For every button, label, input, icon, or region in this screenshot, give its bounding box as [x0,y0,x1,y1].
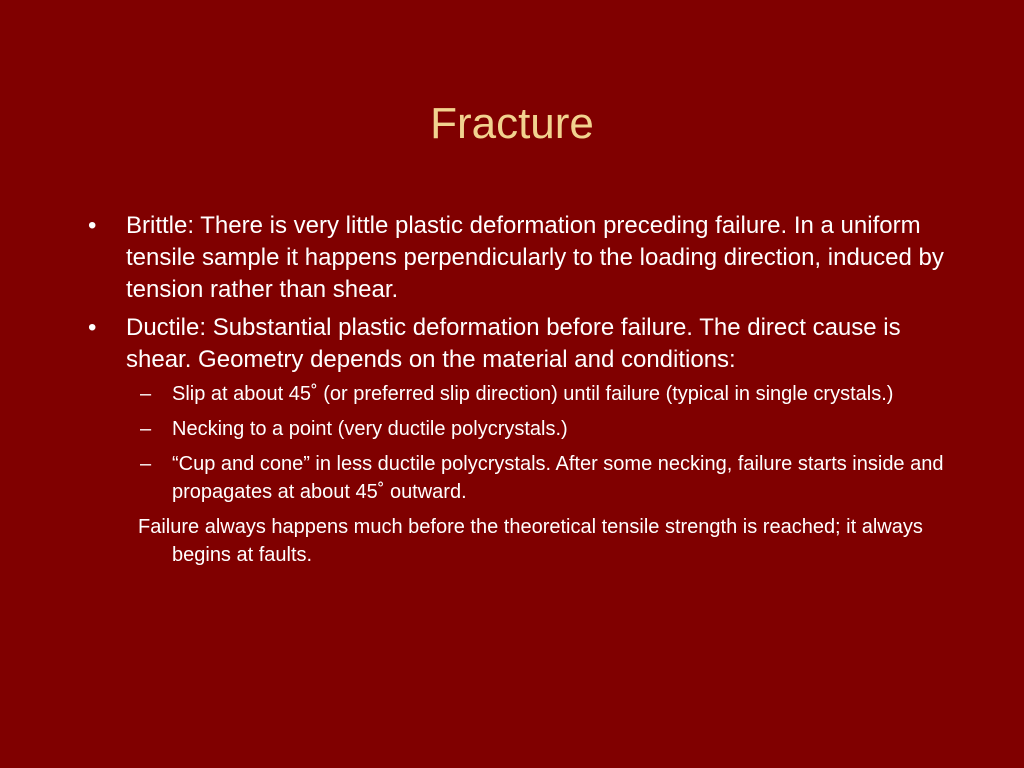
bullet-list [80,210,960,506]
bullet-text: Brittle: There is very little plastic deformation preceding failure. In a uniform tensile sample it happens perpendicularly to the loading direction, induced by tension rather than shear. [126,212,944,303]
bullet-item-ductile [80,312,960,506]
sub-bullet-item [126,450,960,506]
dash-marker: – [140,418,152,440]
sub-bullet-list [126,380,960,506]
dash-marker: – [140,453,152,475]
bullet-marker: • [88,212,97,239]
sub-bullet-text: Necking to a point (very ductile polycrystals.) [172,418,568,440]
slide-body [80,210,960,569]
bullet-text: Ductile: Substantial plastic deformation before failure. The direct cause is shear. Geometry depends on the material and conditions: [126,314,901,373]
bullet-item-brittle [80,210,960,306]
sub-bullet-text: Slip at about 45˚ (or preferred slip direction) until failure (typical in single crystals.) [172,383,894,405]
sub-bullet-item [126,415,960,443]
bullet-marker: • [88,314,97,341]
closing-paragraph: Failure always happens much before the theoretical tensile strength is reached; it always begins at faults. [138,516,923,566]
sub-bullet-item [126,380,960,408]
sub-bullet-text: “Cup and cone” in less ductile polycrystals. After some necking, failure starts inside and propagates at about 45˚ outward. [172,453,944,503]
dash-marker: – [140,383,152,405]
slide-title: Fracture [430,99,594,148]
